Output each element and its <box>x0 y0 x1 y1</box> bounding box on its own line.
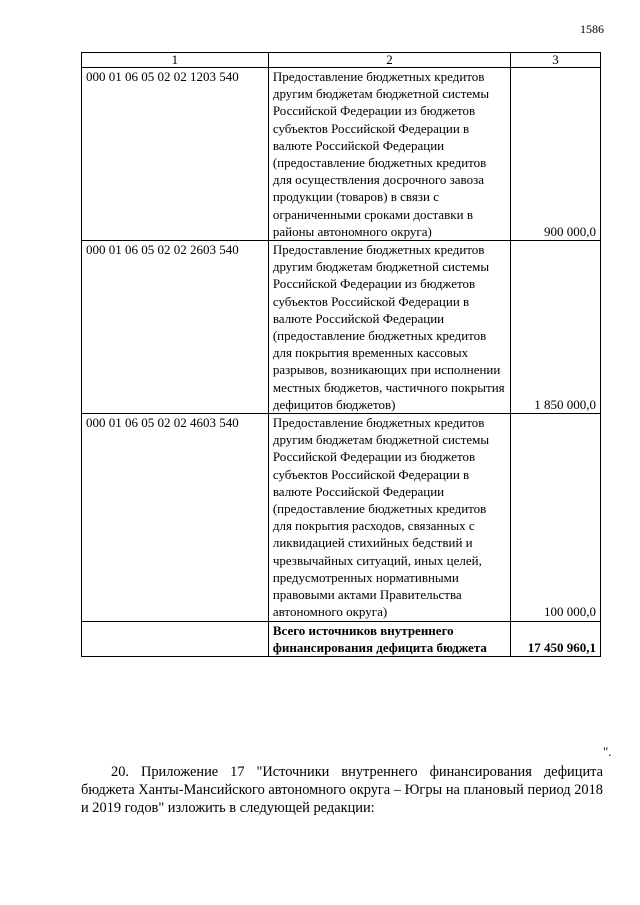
table-row <box>82 241 601 414</box>
column-header-1: 1 <box>82 53 269 68</box>
amount-value: 900 000,0 <box>511 68 601 241</box>
table-row <box>82 68 601 241</box>
total-code <box>82 621 269 656</box>
total-description: Всего источников внутреннего финансирования дефицита бюджета <box>268 621 510 656</box>
source-description: Предоставление бюджетных кредитов другим бюджетам бюджетной системы Российской Федерации из бюджетов субъектов Российской Федерации в валюте Российской Федерации (предоставление бюджетных кредитов для осуществления досрочного завоза продукции (товаров) в связи с ограниченными сроками доставки в районы автономного округа) <box>268 68 510 241</box>
column-header-3: 3 <box>511 53 601 68</box>
amount-value: 1 850 000,0 <box>511 241 601 414</box>
closing-quote-mark: ". <box>603 744 612 759</box>
page-number: 1586 <box>580 22 604 36</box>
classification-code: 000 01 06 05 02 02 2603 540 <box>82 241 269 414</box>
table-row <box>82 414 601 621</box>
paragraph-text: 20. Приложение 17 "Источники внутреннего финансирования дефицита бюджета Ханты-Мансийского автономного округа – Югры на плановый период 2018 и 2019 годов" изложить в следующей редакции: <box>81 764 603 817</box>
source-description: Предоставление бюджетных кредитов другим бюджетам бюджетной системы Российской Федерации из бюджетов субъектов Российской Федерации в валюте Российской Федерации (предоставление бюджетных кредитов для покрытия расходов, связанных с ликвидацией стихийных бедствий и чрезвычайных ситуаций, иных целей, предусмотренных нормативными правовыми актами Правительства автономного округа) <box>268 414 510 621</box>
table-total-row <box>82 621 601 656</box>
table-header-row <box>82 53 601 68</box>
source-description: Предоставление бюджетных кредитов другим бюджетам бюджетной системы Российской Федерации из бюджетов субъектов Российской Федерации в валюте Российской Федерации (предоставление бюджетных кредитов для покрытия временных кассовых разрывов, возникающих при исполнении местных бюджетов, частичного покрытия дефицитов бюджетов) <box>268 241 510 414</box>
classification-code: 000 01 06 05 02 02 1203 540 <box>82 68 269 241</box>
column-header-2: 2 <box>268 53 510 68</box>
budget-sources-table <box>81 52 601 657</box>
amount-value: 100 000,0 <box>511 414 601 621</box>
amendment-paragraph <box>81 763 603 818</box>
classification-code: 000 01 06 05 02 02 4603 540 <box>82 414 269 621</box>
total-amount: 17 450 960,1 <box>511 621 601 656</box>
